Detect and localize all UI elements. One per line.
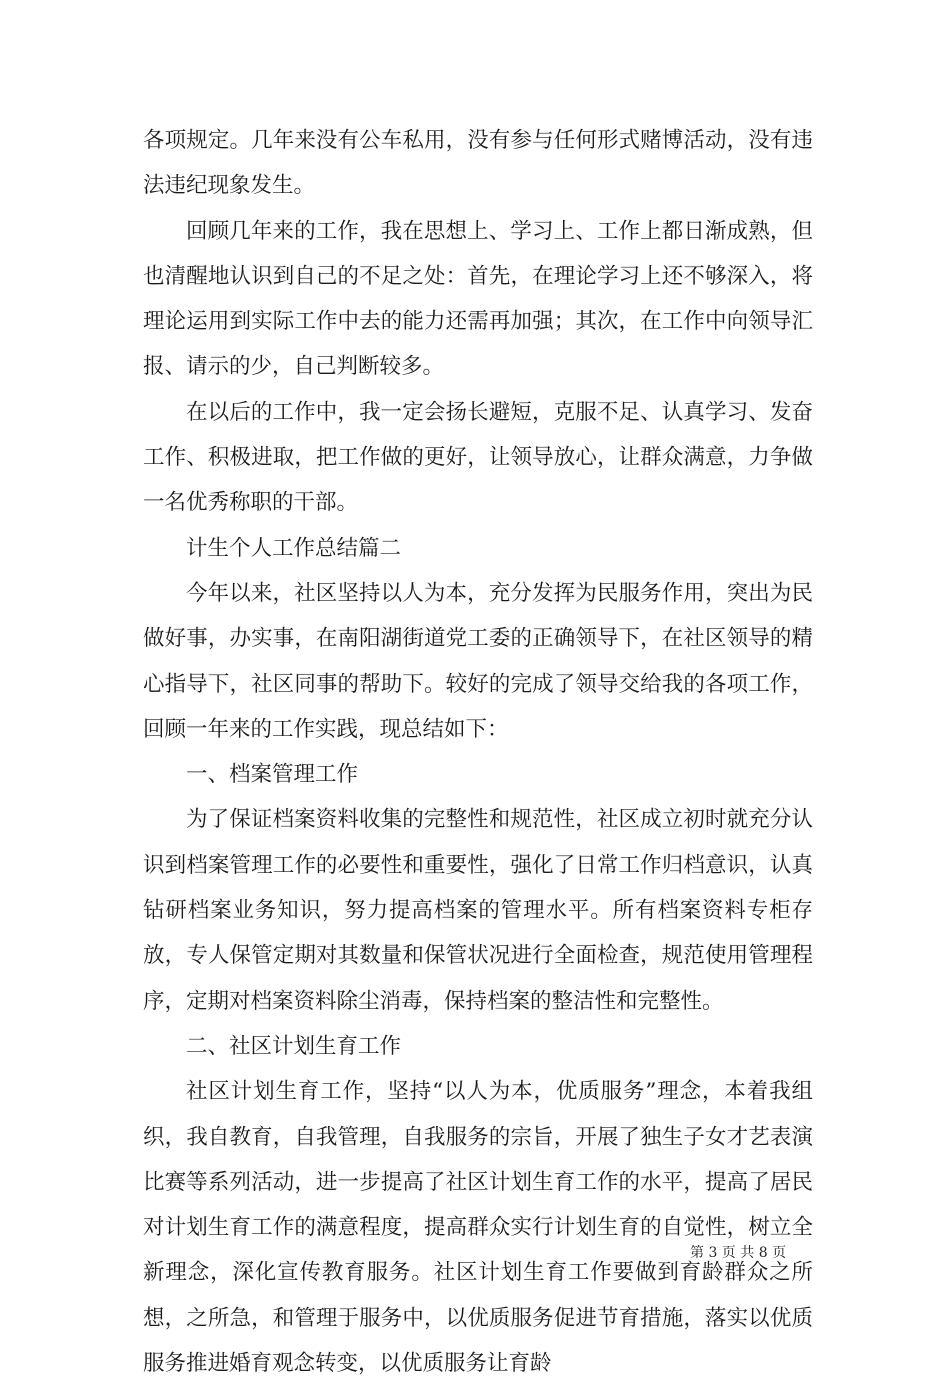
paragraph-archives: 为了保证档案资料收集的完整性和规范性，社区成立初时就充分认识到档案管理工作的必要性和重要性，强化了日常工作归档意识，认真钻研档案业务知识，努力提高档案的管理水平。所有档案资料专柜存放，专人保管定期对其数量和保管状况进行全面检查，规范使用管理程序，定期对档案资料除尘消毒，保持档案的整洁性和完整性。 <box>143 807 813 1014</box>
heading-archives: 一、档案管理工作 <box>186 762 359 788</box>
heading-family-planning: 二、社区计划生育工作 <box>186 1033 402 1059</box>
page-number: 第 3 页 共 8 页 <box>690 1245 787 1261</box>
paragraph-review: 回顾几年来的工作，我在思想上、学习上、工作上都日渐成熟，但也清醒地认识到自己的不足之处：首先，在理论学习上还不够深入，将理论运用到实际工作中去的能力还需再加强；其次，在工作中向领导汇报、请示的少，自己判断较多。 <box>143 218 813 380</box>
paragraph-family-planning: 社区计划生育工作，坚持“以人为本，优质服务”理念，本着我组织，我自教育，自我管理，自我服务的宗旨，开展了独生子女才艺表演比赛等系列活动，进一步提高了社区计划生育工作的水平，提高了居民对计划生育工作的满意程度，提高群众实行计划生育的自觉性，树立全新理念，深化宣传教育服务。社区计划生育工作要做到育龄群众之所想，之所急，和管理于服务中，以优质服务促进节育措施，落实以优质服务推进婚育观念转变，以优质服务让育龄 <box>143 1079 813 1377</box>
paragraph-future: 在以后的工作中，我一定会扬长避短，克服不足、认真学习、发奋工作、积极进取，把工作做的更好，让领导放心，让群众满意，力争做一名优秀称职的干部。 <box>143 399 813 516</box>
paragraph-continuation: 各项规定。几年来没有公车私用，没有参与任何形式赌博活动，没有违法违纪现象发生。 <box>143 128 813 199</box>
section-title: 计生个人工作总结篇二 <box>186 535 402 561</box>
paragraph-intro: 今年以来，社区坚持以人为本，充分发挥为民服务作用，突出为民做好事，办实事，在南阳湖街道党工委的正确领导下，在社区领导的精心指导下，社区同事的帮助下。较好的完成了领导交给我的各项工作，回顾一年来的工作实践，现总结如下： <box>143 580 813 742</box>
document-body <box>143 118 813 1386</box>
